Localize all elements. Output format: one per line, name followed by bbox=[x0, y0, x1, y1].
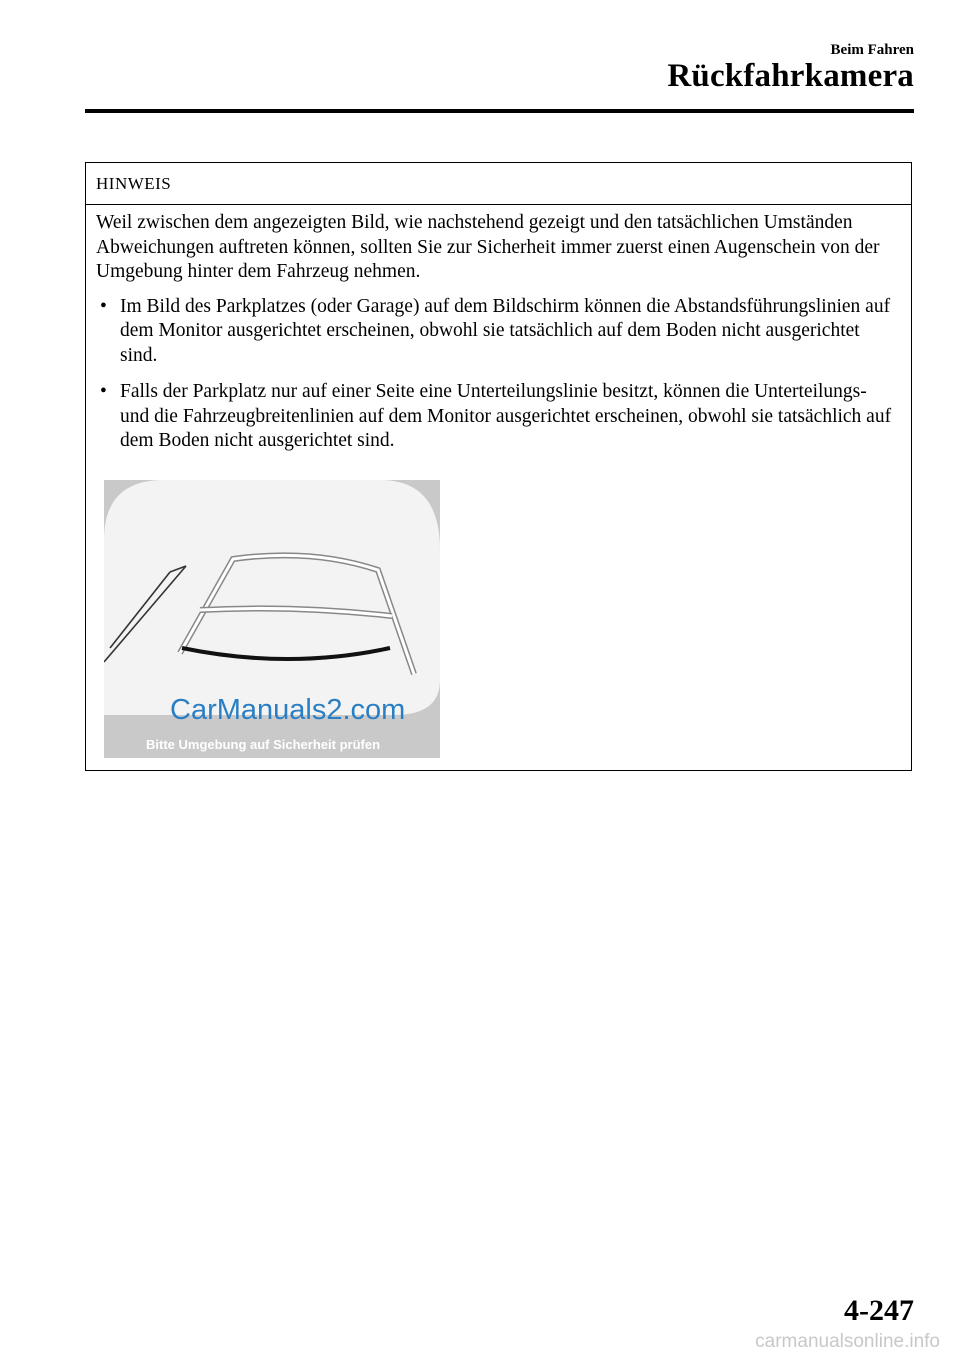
note-bullet bbox=[96, 295, 896, 369]
camera-watermark: CarManuals2.com bbox=[170, 694, 406, 726]
note-bullet-text: Falls der Parkplatz nur auf einer Seite eine Unterteilungslinie besitzt, können die Unterteilungs- und die Fahrzeugbreitenlinien auf dem Monitor ausgerichtet erscheinen, obwohl sie tatsächlich auf dem Boden nicht ausgerichtet sind. bbox=[120, 381, 892, 451]
site-watermark: carmanualsonline.info bbox=[755, 1331, 940, 1352]
header-divider bbox=[85, 109, 914, 113]
bullet-icon: • bbox=[100, 381, 107, 402]
page-number: 4-247 bbox=[844, 1294, 914, 1327]
bullet-icon: • bbox=[100, 295, 107, 317]
header-section-label: Beim Fahren bbox=[830, 42, 914, 58]
camera-caption: Bitte Umgebung auf Sicherheit prüfen bbox=[146, 737, 381, 752]
note-bullet-text: Im Bild des Parkplatzes (oder Garage) auf dem Bildschirm können die Abstandsführungslinien auf dem Monitor ausgerichtet erscheinen, obwohl sie tatsächlich auf dem Boden nicht ausgerichtet sind. bbox=[120, 295, 891, 366]
note-body bbox=[96, 211, 896, 454]
page-title: Rückfahrkamera bbox=[667, 58, 914, 94]
note-title: HINWEIS bbox=[96, 174, 172, 193]
note-intro: Weil zwischen dem angezeigten Bild, wie nachstehend gezeigt und den tatsächlichen Umständen Abweichungen auftreten können, sollten Sie zur Sicherheit immer zuerst einen Augenschein von der Umgebung hinter dem Fahrzeug nehmen. bbox=[96, 212, 880, 282]
note-bullet bbox=[96, 380, 896, 454]
note-header bbox=[86, 163, 911, 205]
camera-view-illustration bbox=[104, 480, 440, 758]
